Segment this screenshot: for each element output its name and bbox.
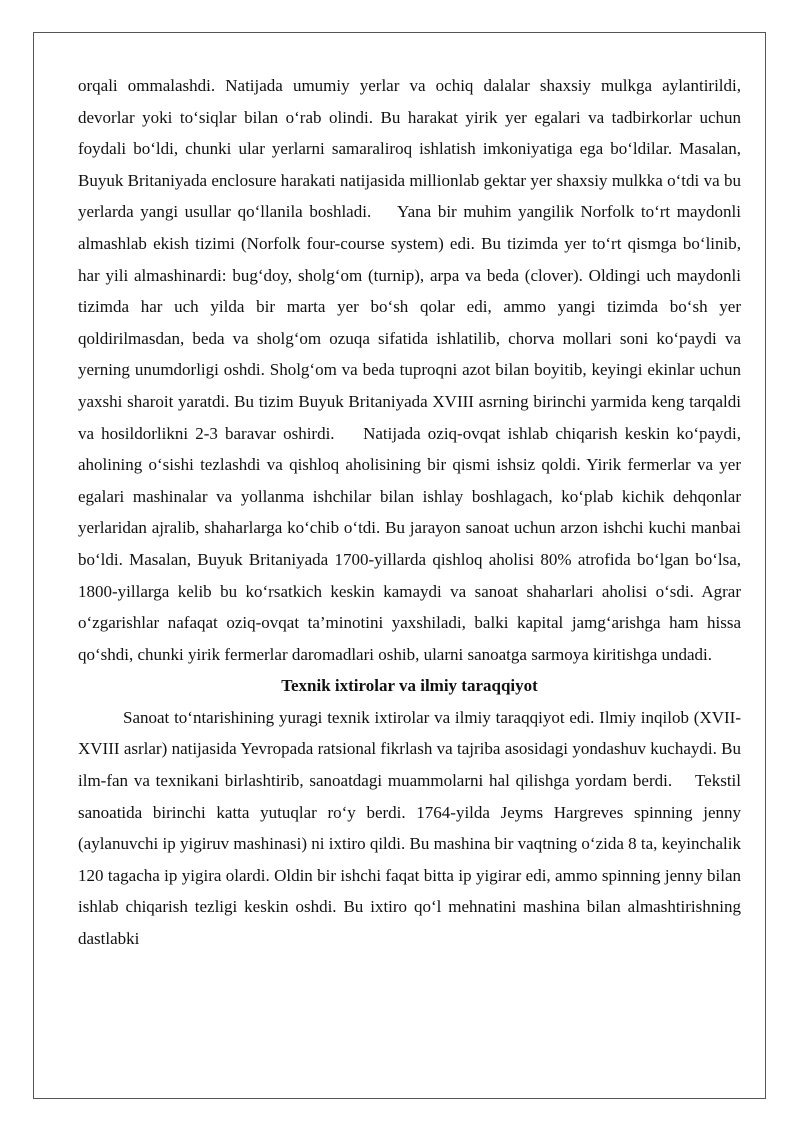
body-paragraph-inventions: Sanoat to‘ntarishining yuragi texnik ixtirolar va ilmiy taraqqiyot edi. Ilmiy inqilob (XVII-XVIII asrlar) natijasida Yevropada ratsional fikrlash va tajriba asosidagi yondashuv kuchaydi. Bu ilm-fan va texnikani birlashtirib, sanoatdagi muammolarni hal qilishga yordam berdi. Tekstil sanoatida birinchi katta yutuqlar ro‘y berdi. 1764-yilda Jeyms Hargreves spinning jenny (aylanuvchi ip yigiruv mashinasi) ni ixtiro qildi. Bu mashina bir vaqtning o‘zida 8 ta, keyinchalik 120 tagacha ip yigira olardi. Oldin bir ishchi faqat bitta ip yigirar edi, ammo spinning jenny bilan ishlab chiqarish tezligi keskin oshdi. Bu ixtiro qo‘l mehnatini mashina bilan almashtirishning dastlabki	[78, 707, 746, 949]
document-body	[78, 70, 746, 955]
section-heading: Texnik ixtirolar va ilmiy taraqqiyot	[281, 676, 538, 696]
body-paragraph-agrarian: orqali ommalashdi. Natijada umumiy yerlar va ochiq dalalar shaxsiy mulkga aylantirildi, devorlar yoki to‘siqlar bilan o‘rab olindi. Bu harakat yirik yer egalari va tadbirkorlar uchun foydali bo‘ldi, chunki ular yerlarni samaraliroq ishlatish imkoniyatiga ega bo‘ldilar. Masalan, Buyuk Britaniyada enclosure harakati natijasida millionlab gektar yer shaxsiy mulkka o‘tdi va bu yerlarda yangi usullar qo‘llanila boshladi. Yana bir muhim yangilik Norfolk to‘rt maydonli almashlab ekish tizimi (Norfolk four-course system) edi. Bu tizimda yer to‘rt qismga bo‘linib, har yili almashinardi: bug‘doy, sholg‘om (turnip), arpa va beda (clover). Oldingi uch maydonli tizimda har uch yilda bir marta yer bo‘sh qolar edi, ammo yangi tizimda bo‘sh yer qoldirilmasdan, beda va sholg‘om ozuqa sifatida ishlatilib, chorva mollari soni ko‘paydi va yerning unumdorligi oshdi. Sholg‘om va beda tuproqni azot bilan boyitib, keyingi ekinlar uchun yaxshi sharoit yaratdi. Bu tizim Buyuk Britaniyada XVIII asrning birinchi yarmida keng tarqaldi va hosildorlikni 2-3 baravar oshirdi. Natijada oziq-ovqat ishlab chiqarish keskin ko‘paydi, aholining o‘sishi tezlashdi va qishloq aholisining bir qismi ishsiz qoldi. Yirik fermerlar va yer egalari mashinalar va yollanma ishchilar bilan ishlay boshlagach, ko‘plab kichik dehqonlar yerlaridan ajralib, shaharlarga ko‘chib o‘tdi. Bu jarayon sanoat uchun arzon ishchi kuchi manbai bo‘ldi. Masalan, Buyuk Britaniyada 1700-yillarda qishloq aholisi 80% atrofida bo‘lgan bo‘lsa, 1800-yillarga kelib bu ko‘rsatkich keskin kamaydi va sanoat shaharlari aholisi o‘sdi. Agrar o‘zgarishlar nafaqat oziq-ovqat ta’minotini yaxshiladi, balki kapital jamg‘arishga ham hissa qo‘shdi, chunki yirik fermerlar daromadlari oshib, ularni sanoatga sarmoya kiritishga undadi.	[78, 76, 746, 664]
